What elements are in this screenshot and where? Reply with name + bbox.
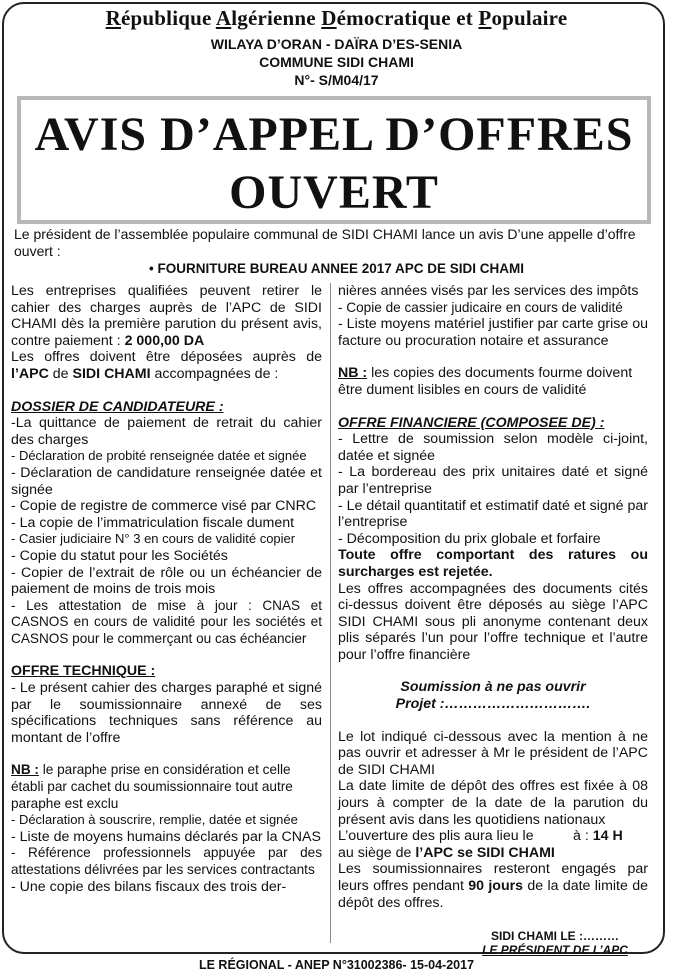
tech-item: - Référence professionnels appuyée par des attestations délivrées par les services contractants <box>11 845 322 877</box>
signature-place-date: SIDI CHAMI LE :……… <box>491 929 619 943</box>
title-box <box>17 96 651 224</box>
financial-heading: OFFRE FINANCIERE (COMPOSEE DE) : <box>338 414 605 431</box>
lot-paragraph: Le lot indiqué ci-dessous avec la mention à ne pas ouvrir et adresser à Mr le président de l’APC de SIDI CHAMI <box>338 728 648 778</box>
tech-item: - Déclaration à souscrire, remplie, datée et signée <box>11 812 298 828</box>
tech-item: - Liste de moyens humains déclarés par la CNAS <box>11 828 321 845</box>
title-line-2: OUVERT <box>229 166 439 219</box>
dossier-heading: DOSSIER DE CANDIDATEURE : <box>11 398 224 415</box>
dossier-item: - Copier de l’extrait de rôle ou un échéancier de paiement de moins de trois mois <box>11 564 322 598</box>
tech-item: - Une copie des bilans fiscaux des trois der- <box>11 878 287 895</box>
tech-item: nières années visés par les services des impôts <box>338 283 639 299</box>
publication-footer: LE RÉGIONAL - ANEP N°31002386- 15-04-2017 <box>198 958 475 972</box>
left-column <box>11 283 322 895</box>
validity-paragraph: Les soumissionnaires resteront engagés par leurs offres pendant 90 jours de la date limite de dépôt des offres. <box>338 861 648 911</box>
venue-line: au siège de l’APC se SIDI CHAMI <box>338 844 555 861</box>
item-line: • FOURNITURE BUREAU ANNEE 2017 APC DE SIDI CHAMI <box>148 261 525 276</box>
commune-line: COMMUNE SIDI CHAMI <box>259 54 414 70</box>
financial-item: - Décomposition du prix globale et forfaire <box>338 530 601 547</box>
dossier-item: - Copie de registre de commerce visé par CNRC <box>11 498 317 515</box>
financial-item: - Le détail quantitatif et estimatif daté et signé par l’entreprise <box>338 497 648 531</box>
dossier-item: - Casier judiciaire N° 3 en cours de validité copier <box>11 531 296 547</box>
dossier-item: - Déclaration de probité renseignée datée et signée <box>11 448 307 464</box>
signature-block <box>470 929 640 957</box>
dossier-item: - Copie du statut pour les Sociétés <box>11 547 228 564</box>
financial-item: - La bordereau des prix unitaires daté et signé par l’entreprise <box>338 464 648 497</box>
reference-number: N°- S/M04/17 <box>294 72 379 88</box>
intro-text: Le président de l’assemblée populaire communal de SIDI CHAMI lance un avis D’une appelle d’offre ouvert : <box>14 226 636 259</box>
nb-paragraph-left: NB : le paraphe prise en considération et celle établi par cachet du soumissionnaire tout autre paraphe est exclu <box>11 762 293 811</box>
dossier-item: - Déclaration de candidature renseignée datée et signée <box>11 464 322 498</box>
signature-title: LE PRÉSIDENT DE L’APC <box>482 943 628 957</box>
title-line-1: AVIS D’APPEL D’OFFRES <box>34 108 634 161</box>
tech-item: - Copie de cassier judicaire en cours de validité <box>338 299 623 315</box>
financial-item: - Lettre de soumission selon modèle ci-joint, datée et signée <box>338 431 648 464</box>
envelope-label: Soumission à ne pas ouvrir <box>400 679 586 696</box>
republic-heading: République Algérienne Démocratique et Populaire <box>105 6 568 30</box>
deposit-instructions: Les offres accompagnées des documents cités ci-dessus doivent être déposés au siège l’APC SIDI CHAMI sous pli anonyme contenant deux plis séparés l’un pour l’offre technique et l’autre pour l’offre financière <box>338 580 648 663</box>
dossier-item: - Les attestation de mise à jour : CNAS et CASNOS en cours de validité pour les sociétés et CASNOS pour le commerçant ou cas échéancier <box>11 597 322 646</box>
dossier-item: -La quittance de paiement de retrait du cahier des charges <box>11 415 322 448</box>
deposit-paragraph: Les offres doivent être déposées auprès de l’APC de SIDI CHAMI accompagnées de : <box>11 349 322 382</box>
tech-heading: OFFRE TECHNIQUE : <box>11 663 156 680</box>
tech-text: - Le présent cahier des charges paraphé et signé par le soumissionnaire annexé de ses spécifications techniques sans référence au montant de l’offre <box>11 680 322 746</box>
withdrawal-paragraph: Les entreprises qualifiées peuvent retirer le cahier des charges auprès de l’APC de SIDI CHAMI dès la première parution du présent avis, contre paiement : 2 000,00 DA <box>11 283 322 349</box>
project-label: Projet :…………………………. <box>395 696 591 713</box>
nb-paragraph-right: NB : les copies des documents fourme doivent être dument lisibles en cours de validité <box>338 365 633 398</box>
column-divider <box>330 283 331 943</box>
dossier-item: - La copie de l’immatriculation fiscale dument <box>11 514 295 531</box>
tech-item: - Liste moyens matériel justifier par carte grise ou facture ou procuration notaire et assurance <box>338 316 648 349</box>
wilaya-line: WILAYA D’ORAN - DAÏRA D’ES-SENIA <box>210 36 463 52</box>
opening-line: L’ouverture des plis aura lieu le à : 14 H <box>338 828 623 845</box>
right-column <box>338 283 648 911</box>
deadline-paragraph: La date limite de dépôt des offres est fixée à 08 jours à compter de la date de la parution du présent avis dans les quotidiens nationaux <box>338 778 648 828</box>
rejection-notice: Toute offre comportant des ratures ou surcharges est rejetée. <box>338 547 648 580</box>
